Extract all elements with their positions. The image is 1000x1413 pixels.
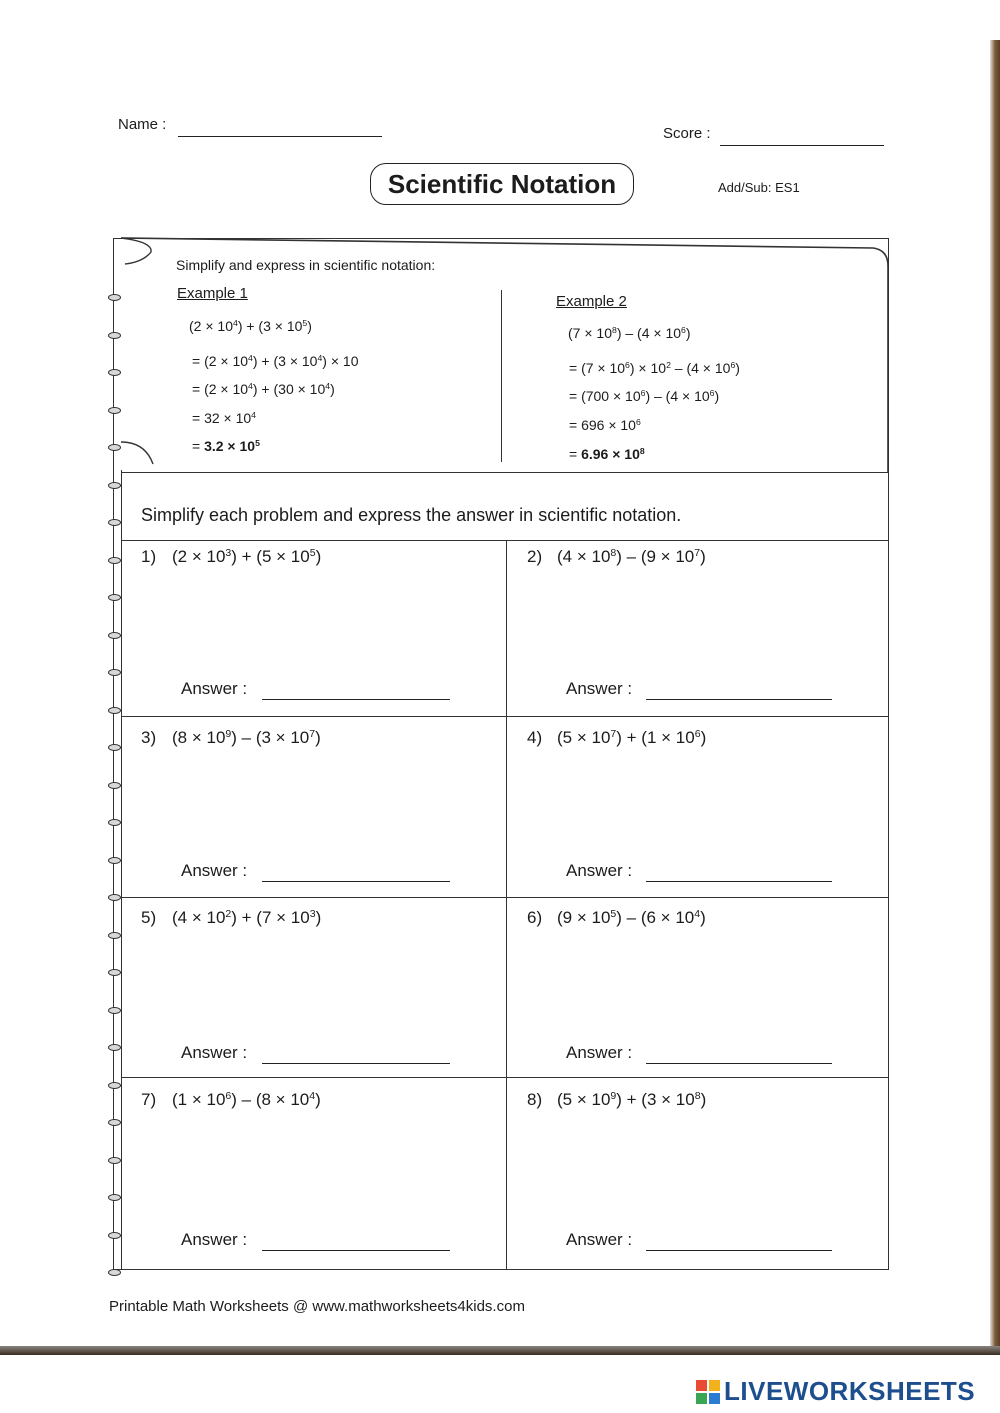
binder-line <box>121 470 122 1269</box>
answer-label: Answer : <box>181 1043 248 1062</box>
score-label: Score : <box>663 125 711 142</box>
problem-expression: $(2 \times 10^3) + (5 \times 10^5)$ <box>172 547 322 566</box>
answer-input[interactable] <box>262 1250 450 1251</box>
problem-expression: $(9 \times 10^5) - (6 \times 10^4)$ <box>557 908 706 927</box>
example2-title: Example 2 <box>556 293 627 310</box>
example1-problem: $(2 \times 10^4) + (3 \times 10^5)$ <box>189 318 312 334</box>
row-divider <box>121 897 889 898</box>
page-title: Scientific Notation <box>370 163 634 205</box>
example1-step: = $32 \times 10^4$ <box>192 410 256 426</box>
binder-ring-icon <box>108 1119 121 1126</box>
row-divider <box>121 1077 889 1078</box>
binder-ring-icon <box>108 669 121 676</box>
binder-ring-icon <box>108 1232 121 1239</box>
answer-label: Answer : <box>181 1230 248 1249</box>
problem-expression: $(5 \times 10^7) + (1 \times 10^6)$ <box>557 728 707 747</box>
answer-label: Answer : <box>566 1230 633 1249</box>
example2-step: = $(700 \times 10^6) - (4 \times 10^6)$ <box>569 388 720 404</box>
name-label: Name : <box>118 116 167 133</box>
answer-input[interactable] <box>646 1063 832 1064</box>
problem-expression: $(1 \times 10^6) - (8 \times 10^4)$ <box>172 1090 321 1109</box>
answer-label: Answer : <box>566 679 633 698</box>
answer-input[interactable] <box>262 699 450 700</box>
example1-answer: = $3.2 \times 10^5$ <box>192 438 260 454</box>
problem-number: 7) <box>141 1090 157 1109</box>
liveworksheets-logo-icon <box>696 1380 722 1404</box>
row-divider <box>121 716 889 717</box>
footer-text: Printable Math Worksheets @ www.mathworksheets4kids.com <box>109 1298 525 1315</box>
problem-number: 5) <box>141 908 157 927</box>
binder-ring-icon <box>108 519 121 526</box>
row-divider <box>121 540 889 541</box>
liveworksheets-logo: LIVEWORKSHEETS <box>724 1376 976 1406</box>
worksheet-code: Add/Sub: ES1 <box>718 180 800 195</box>
answer-input[interactable] <box>646 1250 832 1251</box>
problem-number: 2) <box>527 547 543 566</box>
example2-step: = $696 \times 10^6$ <box>569 417 641 433</box>
name-field[interactable] <box>178 136 382 137</box>
binder-ring-icon <box>108 1007 121 1014</box>
binder-ring-icon <box>108 557 121 564</box>
binder-ring-icon <box>108 857 121 864</box>
score-field[interactable] <box>720 145 884 146</box>
binder-ring-icon <box>108 782 121 789</box>
answer-label: Answer : <box>566 1043 633 1062</box>
page-bottom-edge <box>0 1346 1000 1355</box>
answer-label: Answer : <box>181 861 248 880</box>
binder-ring-icon <box>108 969 121 976</box>
answer-input[interactable] <box>646 699 832 700</box>
example-intro: Simplify and express in scientific notation: <box>176 257 436 273</box>
problem-expression: $(4 \times 10^8) - (9 \times 10^7)$ <box>557 547 706 566</box>
page-edge-shadow <box>990 40 1000 1350</box>
binder-ring-icon <box>108 1157 121 1164</box>
problem-expression: $(8 \times 10^9) - (3 \times 10^7)$ <box>172 728 321 747</box>
row-divider <box>121 472 889 473</box>
binder-ring-icon <box>108 482 121 489</box>
example2-problem: $(7 \times 10^8) - (4 \times 10^6)$ <box>568 325 691 341</box>
binder-ring-icon <box>108 1269 121 1276</box>
column-divider <box>506 540 507 1269</box>
binder-ring-icon <box>108 744 121 751</box>
binder-ring-icon <box>108 1194 121 1201</box>
example1-step: = $(2 \times 10^4) + (30 \times 10^4)$ <box>192 381 335 397</box>
binder-ring-icon <box>108 632 121 639</box>
problem-number: 4) <box>527 728 543 747</box>
problem-number: 1) <box>141 547 157 566</box>
answer-input[interactable] <box>262 1063 450 1064</box>
binder-ring-icon <box>108 819 121 826</box>
answer-input[interactable] <box>646 881 832 882</box>
binder-ring-icon <box>108 1082 121 1089</box>
problem-expression: $(5 \times 10^9) + (3 \times 10^8)$ <box>557 1090 707 1109</box>
instruction-text: Simplify each problem and express the answer in scientific notation. <box>141 505 682 525</box>
example1-step: = $(2 \times 10^4) + (3 \times 10^4) \times 10$ <box>192 353 359 369</box>
example1-title: Example 1 <box>177 285 248 302</box>
example2-answer: = $6.96 \times 10^8$ <box>569 446 645 462</box>
answer-label: Answer : <box>566 861 633 880</box>
problem-number: 8) <box>527 1090 543 1109</box>
problem-expression: $(4 \times 10^2) + (7 \times 10^3)$ <box>172 908 322 927</box>
binder-ring-icon <box>108 932 121 939</box>
binder-ring-icon <box>108 1044 121 1051</box>
binder-ring-icon <box>108 707 121 714</box>
example-divider <box>501 290 502 462</box>
binder-ring-icon <box>108 594 121 601</box>
problem-number: 3) <box>141 728 157 747</box>
example2-step: = $(7 \times 10^6) \times 10^2 - (4 \times 10^6)$ <box>569 360 740 376</box>
problem-number: 6) <box>527 908 543 927</box>
answer-label: Answer : <box>181 679 248 698</box>
binder-ring-icon <box>108 894 121 901</box>
answer-input[interactable] <box>262 881 450 882</box>
